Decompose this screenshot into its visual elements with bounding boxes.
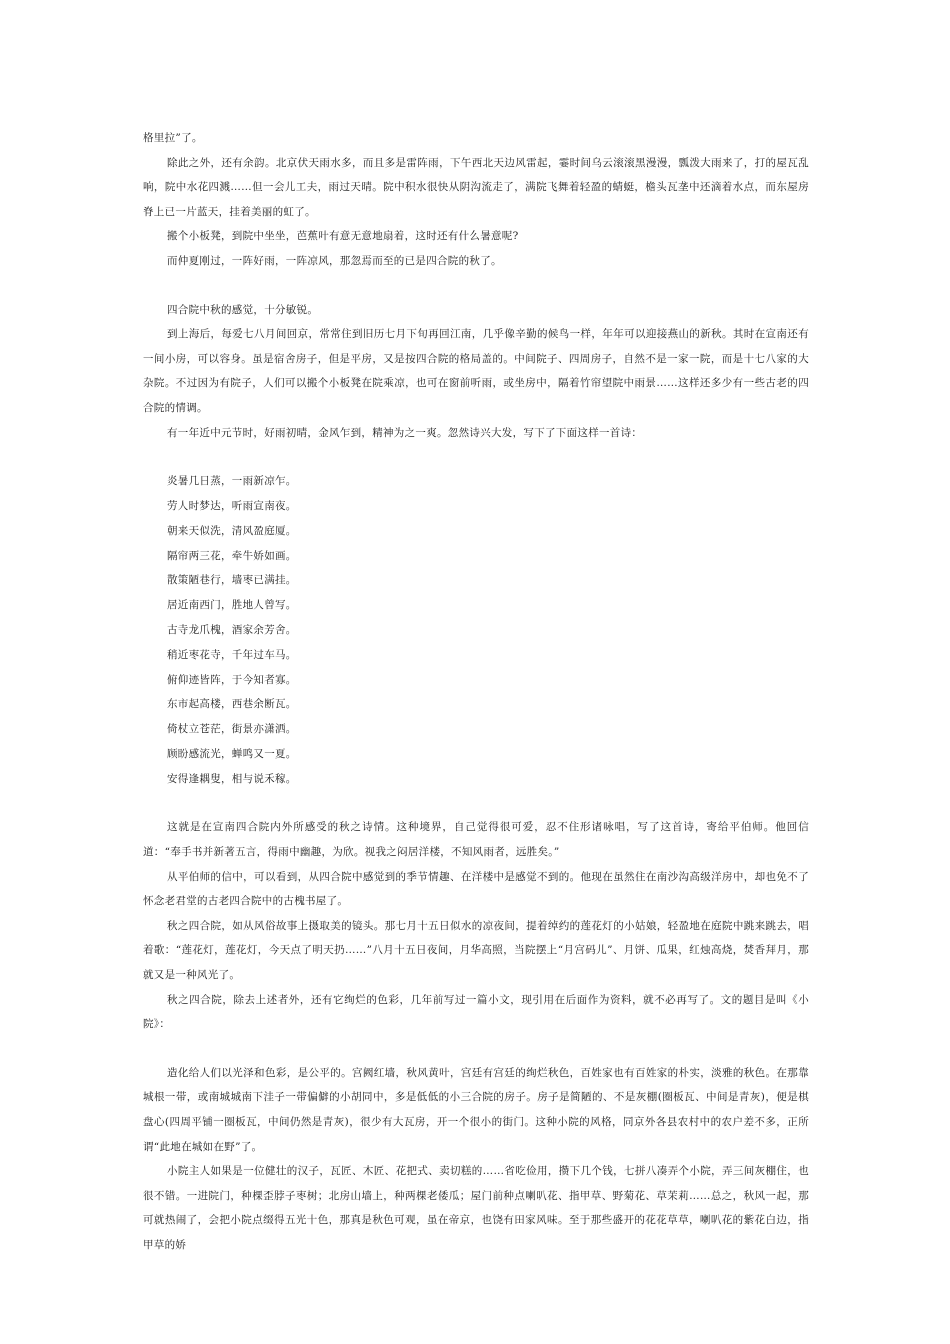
poem-line: 居近南西门，胜地人曾写。 [167,599,297,612]
paragraph: 造化给人们以光泽和色彩，是公平的。宫阙红墙，秋风黄叶，宫廷有宫廷的绚烂秋色，百姓家也有百姓家的朴实，淡雅的秋色。在那靠城根一带，或南城城南下洼子一带偏僻的小胡同中，多是低低的小三合院的房子。房子是简陋的、不是灰棚(圈板瓦、中间是青灰)，便是棋盘心(四周平铺一圈板瓦，中间仍然是青灰)，很少有大瓦房，开一个很小的街门。这种小院的风格，同京外各县农村中的农户差不多，正所谓“此地在城如在野”了。 [143,1066,809,1153]
document-page [143,126,809,1258]
section-gap [143,1037,809,1061]
paragraph: 搬个小板凳，到院中坐坐，芭蕉叶有意无意地扇着，这时还有什么暑意呢? [167,230,519,243]
section-gap [143,445,809,469]
poem-line: 炎暑几日蒸，一雨新凉乍。 [167,475,297,488]
paragraph: 除此之外，还有余韵。北京伏天雨水多，而且多是雷阵雨，下午西北天边风雷起，霎时间乌云滚滚黑漫漫，瓢泼大雨来了，打的屋瓦乱响，院中水花四溅……但一会儿工夫，雨过天晴。院中积水很快从阴沟流走了，满院飞舞着轻盈的蜻蜓，檐头瓦垄中还滴着水点，而东屋房脊上已一片蓝天，挂着美丽的虹了。 [143,156,809,218]
section-gap [143,274,809,298]
paragraph: 小院主人如果是一位健壮的汉子，瓦匠、木匠、花把式、卖切糕的……省吃俭用，攒下几个钱，七拼八凑弄个小院，弄三间灰棚住，也很不错。一进院门，种棵歪脖子枣树；北房山墙上，种两棵老倭瓜；屋门前种点喇叭花、指甲草、野菊花、草茉莉……总之，秋风一起，那可就热闹了，会把小院点缀得五光十色，那真是秋色可观，虽在帝京，也饶有田家风味。至于那些盛开的花花草草，喇叭花的紫花白边，指甲草的娇 [143,1165,809,1251]
paragraph: 这就是在宣南四合院内外所感受的秋之诗情。这种境界，自己觉得很可爱，忍不住形诸咏唱，写了这首诗，寄给平伯师。他回信道：“奉手书并新著五言，得雨中幽趣，为欣。视我之闷居洋楼，不知风雨者，远胜矣。” [143,821,809,859]
poem-line: 劳人时梦达，听雨宣南夜。 [167,499,297,512]
poem-line: 安得逢耦叟，相与说禾稼。 [167,772,297,785]
poem-line: 朝来天似洗，清风盈庭厦。 [167,524,297,537]
poem-line: 古寺龙爪槐，酒家余芳舍。 [167,623,297,636]
poem-line: 东市起高楼，西巷余断瓦。 [167,698,297,711]
poem [143,469,809,791]
paragraph: 四合院中秋的感觉，十分敏锐。 [167,303,319,316]
paragraph: 从平伯师的信中，可以看到，从四合院中感觉到的季节情趣、在洋楼中是感觉不到的。他现在虽然住在南沙沟高级洋房中，却也免不了怀念老君堂的古老四合院中的古槐书屋了。 [143,870,809,908]
poem-line: 隔帘两三花，牵牛娇如画。 [167,549,297,562]
poem-line: 倚杖立苍茫，街景亦潇洒。 [167,723,297,736]
poem-line: 稍近枣花寺，千年过车马。 [167,648,297,661]
paragraph: 秋之四合院，如从风俗故事上摄取美的镜头。那七月十五日似水的凉夜间，提着绰约的莲花灯的小姑娘，轻盈地在庭院中跳来跳去，唱着歌：“莲花灯，莲花灯，今天点了明天扔……”八月十五日夜间，月华高照，当院摆上“月宫码儿”、月饼、瓜果，红烛高烧，焚香拜月，那就又是一种风光了。 [143,919,809,982]
poem-line: 俯仰迹皆阵，于今知者寡。 [167,673,297,686]
poem-line: 散策陋巷行，墙枣已满挂。 [167,574,297,587]
paragraph: 格里拉”了。 [143,132,203,144]
paragraph: 而仲夏刚过，一阵好雨，一阵凉风，那忽焉而至的已是四合院的秋了。 [167,254,502,267]
paragraph: 到上海后，每爱七八月间回京，常常住到旧历七月下旬再回江南，几乎像辛勤的候鸟一样，年年可以迎接燕山的新秋。其时在宣南还有一间小房，可以容身。虽是宿舍房子，但是平房，又是按四合院的格局盖的。中间院子、四周房子，自然不是一家一院，而是十七八家的大杂院。不过因为有院子，人们可以搬个小板凳在院乘凉，也可在窗前听雨，或坐房中，隔着竹帘望院中雨景……这样还多少有一些古老的四合院的情调。 [143,328,809,414]
paragraph: 有一年近中元节时，好雨初晴，金风乍到，精神为之一爽。忽然诗兴大发，写下了下面这样一首诗： [167,426,643,439]
paragraph: 秋之四合院，除去上述者外，还有它绚烂的色彩，几年前写过一篇小文，现引用在后面作为资料，就不必再写了。文的题目是叫《小院》： [143,993,809,1031]
poem-line: 顾盼感流光，蝉鸣又一夏。 [167,747,297,760]
section-gap [143,791,809,815]
